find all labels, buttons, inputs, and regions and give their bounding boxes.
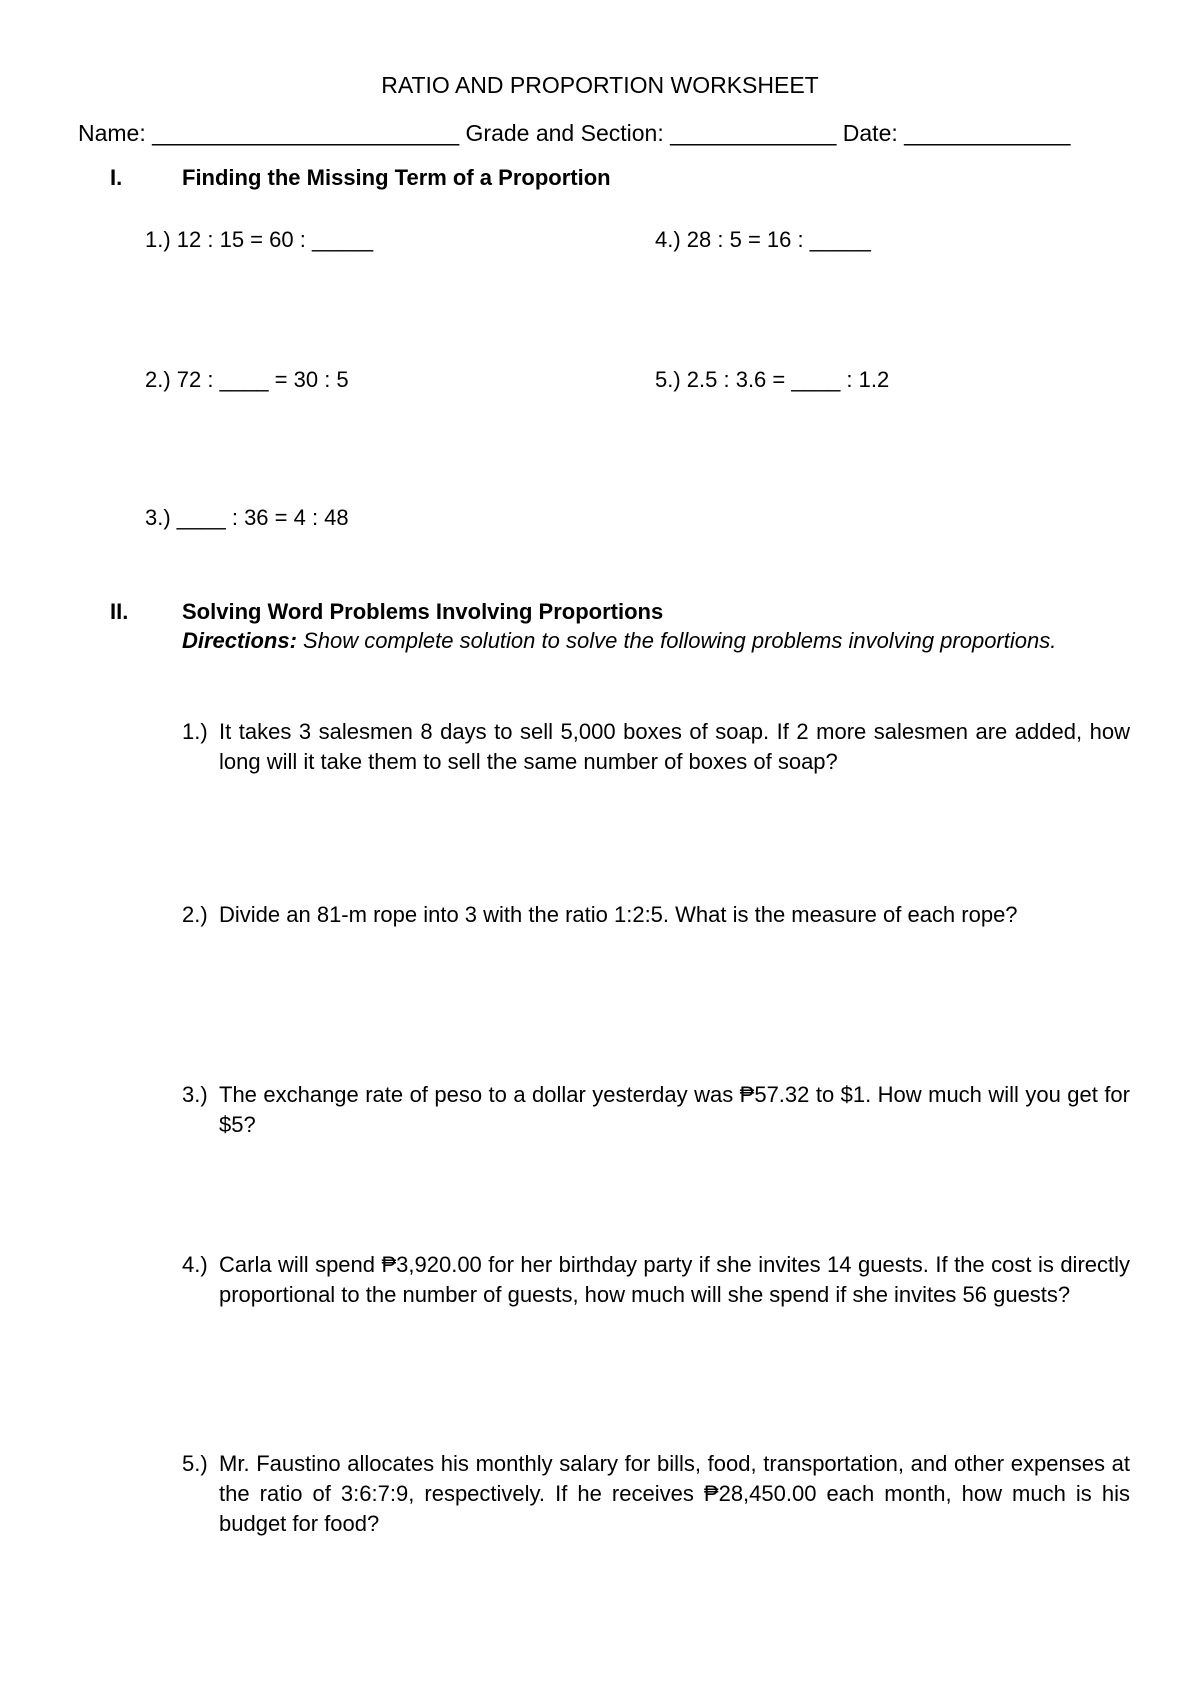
directions-text: Show complete solution to solve the following problems involving proportions. bbox=[303, 628, 1057, 653]
worksheet-title: RATIO AND PROPORTION WORKSHEET bbox=[381, 72, 819, 98]
word-problem-3 bbox=[182, 1080, 1130, 1140]
problem-text: The exchange rate of peso to a dollar yesterday was ₱57.32 to $1. How much will you get for $5? bbox=[219, 1082, 1130, 1137]
section-2-numeral: II. bbox=[110, 599, 129, 624]
problem-text: Carla will spend ₱3,920.00 for her birthday party if she invites 14 guests. If the cost is directly proportional to the number of guests, how much will she spend if she invites 56 guests? bbox=[219, 1252, 1130, 1307]
section-1-numeral: I. bbox=[110, 165, 123, 190]
word-problem-4 bbox=[182, 1250, 1130, 1310]
problem-number: 2.) bbox=[182, 902, 208, 927]
proportion-item-1: 1.) 12 : 15 = 60 : _____ bbox=[145, 227, 374, 252]
problem-text: Divide an 81-m rope into 3 with the ratio 1:2:5. What is the measure of each rope? bbox=[219, 902, 1018, 927]
proportion-item-3: 3.) ____ : 36 = 4 : 48 bbox=[145, 505, 349, 530]
directions bbox=[182, 626, 1130, 656]
problem-text: It takes 3 salesmen 8 days to sell 5,000 boxes of soap. If 2 more salesmen are added, how long will it take them to sell the same number of boxes of soap? bbox=[219, 719, 1130, 774]
problem-number: 3.) bbox=[182, 1082, 208, 1107]
proportion-item-4: 4.) 28 : 5 = 16 : _____ bbox=[655, 227, 871, 252]
word-problem-5 bbox=[182, 1449, 1130, 1539]
problem-number: 4.) bbox=[182, 1252, 208, 1277]
directions-label: Directions: bbox=[182, 628, 297, 653]
section-2-heading: Solving Word Problems Involving Proportions bbox=[182, 599, 664, 624]
word-problem-1 bbox=[182, 717, 1130, 777]
student-info-line: Name: ________________________ Grade and Section: _____________ Date: _____________ bbox=[78, 120, 1071, 146]
proportion-item-2: 2.) 72 : ____ = 30 : 5 bbox=[145, 367, 349, 392]
proportion-item-5: 5.) 2.5 : 3.6 = ____ : 1.2 bbox=[655, 367, 890, 392]
problem-number: 1.) bbox=[182, 719, 208, 744]
word-problem-2 bbox=[182, 900, 1130, 930]
problem-text: Mr. Faustino allocates his monthly salary for bills, food, transportation, and other expenses at the ratio of 3:6:7:9, respectively. If he receives ₱28,450.00 each month, how much is his budget for food? bbox=[219, 1451, 1130, 1536]
section-1-heading: Finding the Missing Term of a Proportion bbox=[182, 165, 611, 190]
problem-number: 5.) bbox=[182, 1451, 208, 1476]
